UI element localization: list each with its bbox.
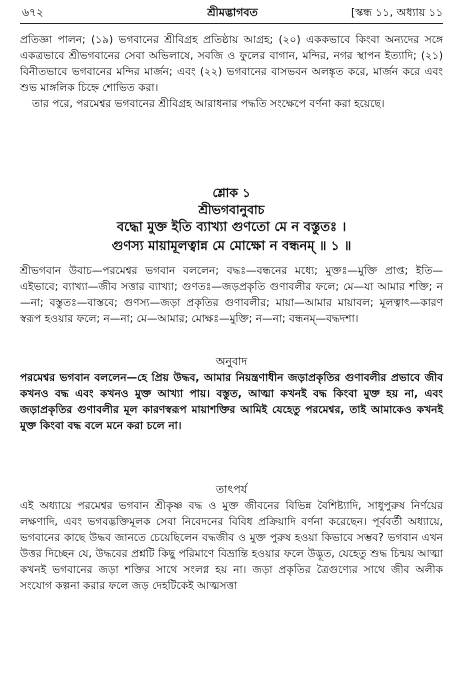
synonyms-block xyxy=(20,263,443,327)
page-number: ৬৭২ xyxy=(22,5,44,19)
verse-label: শ্লোক ১ xyxy=(212,185,251,200)
verse-line-1: বদ্ধো মুক্ত ইতি ব্যাখ্যা গুণতো মে ন বস্তুতঃ । xyxy=(116,220,347,235)
verse-line-2: গুণস্য মায়ামূলত্বান্ন মে মোক্ষো ন বন্ধনম্‌ ॥ ১ ॥ xyxy=(111,239,352,254)
book-title: শ্রীমদ্ভাগবত xyxy=(207,5,258,19)
purport-block xyxy=(20,480,443,594)
intro-paragraph-1: প্রতিজ্ঞা পালন; (১৯) ভগবানের শ্রীবিগ্রহ প্রতিষ্ঠায় আগ্রহ; (২০) এককভাবে কিংবা অন্যদের সঙ্গে একত্রভাবে শ্রীভগবানের সেবা অভিলাষে, সবজি ও ফুলের বাগান, মন্দির, নগর স্থাপন ইত্যাদি; (২১) বিনীতভাবে ভগবানের মন্দির মার্জন; এবং (২২) ভগবানের বাসভবন অলঙ্কৃত করে, মার্জন করে এবং শুভ মাঙ্গলিক চিহ্নে শোভিত করা। xyxy=(20,34,443,94)
purport-label: তাৎপর্য xyxy=(215,483,248,496)
translation-text: পরমেশ্বর ভগবান বললেন—হে প্রিয় উদ্ধব, আমার নিয়ন্ত্রণাধীন জড়াপ্রকৃতির গুণাবলীর প্রভাবে জীব কখনও বদ্ধ এবং কখনও মুক্ত আখ্যা পায়। বস্তুত, আত্মা কখনই বদ্ধ কিংবা মুক্ত হয় না, এবং জড়াপ্রকৃতির গুণাবলীর মূল কারণস্বরূপ মায়াশক্তির আমিই যেহেতু পরমেশ্বর, তাই আমাকেও কখনই মুক্ত কিংবা বদ্ধ বলে মনে করা চলে না। xyxy=(20,372,443,432)
translation-block xyxy=(20,352,443,434)
verse-speaker: শ্রীভগবানুবাচ xyxy=(198,202,265,217)
verse-block xyxy=(20,184,443,256)
translation-label: অনুবাদ xyxy=(215,355,248,368)
intro-paragraph-2: তার পরে, পরমেশ্বর ভগবানের শ্রীবিগ্রহ আরাধনার পদ্ধতি সংক্ষেপে বর্ণনা করা হয়েছে। xyxy=(32,98,385,110)
purport-text: এই অধ্যায়ে পরমেশ্বর ভগবান শ্রীকৃষ্ণ বদ্ধ ও মুক্ত জীবনের বিভিন্ন বৈশিষ্ট্যাদি, সাধুপুরুষ নির্ণয়ের লক্ষণাদি, এবং ভগবদ্ভক্তিমূলক সেবা নিবেদনের বিবিধ প্রক্রিয়াদি বর্ণনা করেছেন। পূর্ববর্তী অধ্যায়ে, ভগবানের কাছে উদ্ধব জানতে চেয়েছিলেন বদ্ধজীব ও মুক্ত পুরুষ হওয়া কিভাবে সম্ভব? ভগবান এখন উত্তর দিচ্ছেন যে, উদ্ধবের প্রশ্নটি কিছু পরিমাণে বিভ্রান্তি হওয়ার ফলে উদ্ভূত, যেহেতু শুদ্ধ চিন্ময় আত্মা কখনই ভগবানের জড়া শক্তির সাথে সংলগ্ন হয় না। জড়া প্রকৃতির ত্রৈগুণ্যের সাথে জীব অলীক সংযোগ কল্পনা করার ফলে জড় দেহটিকেই আত্মসত্তা xyxy=(20,500,443,592)
intro-block xyxy=(20,32,443,112)
synonyms-text: শ্রীভগবান উবাচ—পরমেশ্বর ভগবান বললেন; বদ্ধঃ—বন্ধনের মধ্যে; মুক্তঃ—মুক্তি প্রাপ্ত; ইতি—এইভাবে; ব্যাখ্যা—জীব সত্তার ব্যাখ্যা; গুণতঃ—জড়প্রকৃতি গুণাবলীর ফলে; মে—যা আমার শক্তি; ন—না; বস্তুতঃ—বাস্তবে; গুণস্য—জড়া প্রকৃতির গুণাবলীর; মায়া—আমার মায়াবল; মূলত্বাৎ—কারণ স্বরূপ হওয়ার ফলে; ন—না; মে—আমার; মোক্ষঃ—মুক্তি; ন—না; বন্ধনম্‌—বদ্ধদশা। xyxy=(20,265,443,325)
page-header xyxy=(22,4,443,22)
header-rule xyxy=(20,23,443,24)
section-reference: [স্কন্ধ ১১, অধ্যায় ১১ xyxy=(350,5,443,19)
